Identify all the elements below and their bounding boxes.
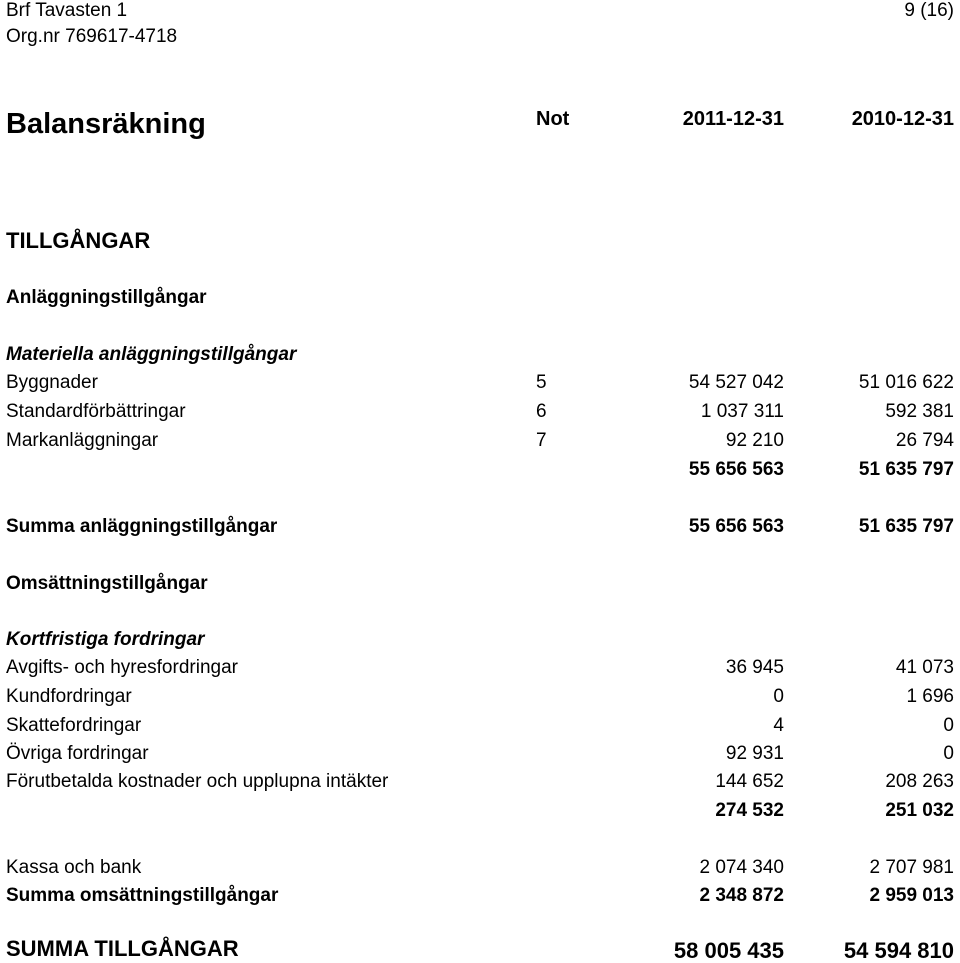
row-current: 92 931	[725, 743, 784, 764]
column-header-not: Not	[536, 108, 570, 130]
grand-total-label: SUMMA TILLGÅNGAR	[6, 936, 239, 961]
row-label: Övriga fordringar	[6, 743, 149, 764]
row-current: 1 037 311	[700, 401, 784, 422]
row-label: Förutbetalda kostnader och upplupna intäkter	[6, 771, 389, 792]
current-assets-total-label: Summa omsättningstillgångar	[6, 885, 279, 906]
row-previous: 592 381	[885, 401, 954, 422]
row-label: Avgifts- och hyresfordringar	[6, 657, 238, 678]
row-current: 144 652	[715, 771, 784, 792]
grand-total-current: 58 005 435	[673, 938, 784, 963]
fixed-assets-total-previous: 51 635 797	[858, 516, 954, 537]
receivables-heading: Kortfristiga fordringar	[6, 629, 205, 650]
fixed-assets-heading: Anläggningstillgångar	[6, 287, 207, 308]
receivables-subtotal-previous: 251 032	[885, 800, 954, 821]
row-previous: 1 696	[906, 686, 954, 707]
fixed-assets-total-current: 55 656 563	[688, 516, 784, 537]
row-current: 54 527 042	[688, 372, 784, 393]
row-current: 92 210	[725, 430, 784, 451]
company-name: Brf Tavasten 1	[6, 0, 128, 21]
row-label: Markanläggningar	[6, 430, 159, 451]
fixed-assets-subtotal-current: 55 656 563	[688, 459, 784, 480]
column-header-previous: 2010-12-31	[851, 108, 954, 130]
cash-current: 2 074 340	[699, 857, 784, 878]
row-previous: 26 794	[895, 430, 954, 451]
fixed-assets-subtotal-previous: 51 635 797	[858, 459, 954, 480]
row-label: Kundfordringar	[6, 686, 132, 707]
row-previous: 0	[943, 715, 954, 736]
section-assets-heading: TILLGÅNGAR	[6, 228, 151, 253]
row-note: 5	[536, 372, 547, 393]
row-current: 36 945	[725, 657, 784, 678]
row-previous: 51 016 622	[858, 372, 954, 393]
current-assets-total-previous: 2 959 013	[869, 885, 954, 906]
page-number: 9 (16)	[904, 0, 954, 21]
row-current: 0	[773, 686, 784, 707]
row-label: Standardförbättringar	[6, 401, 186, 422]
current-assets-heading: Omsättningstillgångar	[6, 573, 208, 594]
row-previous: 208 263	[885, 771, 954, 792]
row-label: Skattefordringar	[6, 715, 142, 736]
cash-label: Kassa och bank	[6, 857, 142, 878]
page-title: Balansräkning	[6, 108, 206, 140]
row-note: 6	[536, 401, 547, 422]
row-previous: 0	[943, 743, 954, 764]
tangible-assets-heading: Materiella anläggningstillgångar	[6, 344, 297, 365]
row-note: 7	[536, 430, 547, 451]
row-current: 4	[773, 715, 784, 736]
fixed-assets-total-label: Summa anläggningstillgångar	[6, 516, 278, 537]
row-label: Byggnader	[6, 372, 98, 393]
org-number: Org.nr 769617-4718	[6, 26, 178, 47]
column-header-current: 2011-12-31	[682, 108, 784, 130]
current-assets-total-current: 2 348 872	[699, 885, 784, 906]
receivables-subtotal-current: 274 532	[715, 800, 784, 821]
cash-previous: 2 707 981	[869, 857, 954, 878]
row-previous: 41 073	[895, 657, 954, 678]
grand-total-previous: 54 594 810	[843, 938, 954, 963]
